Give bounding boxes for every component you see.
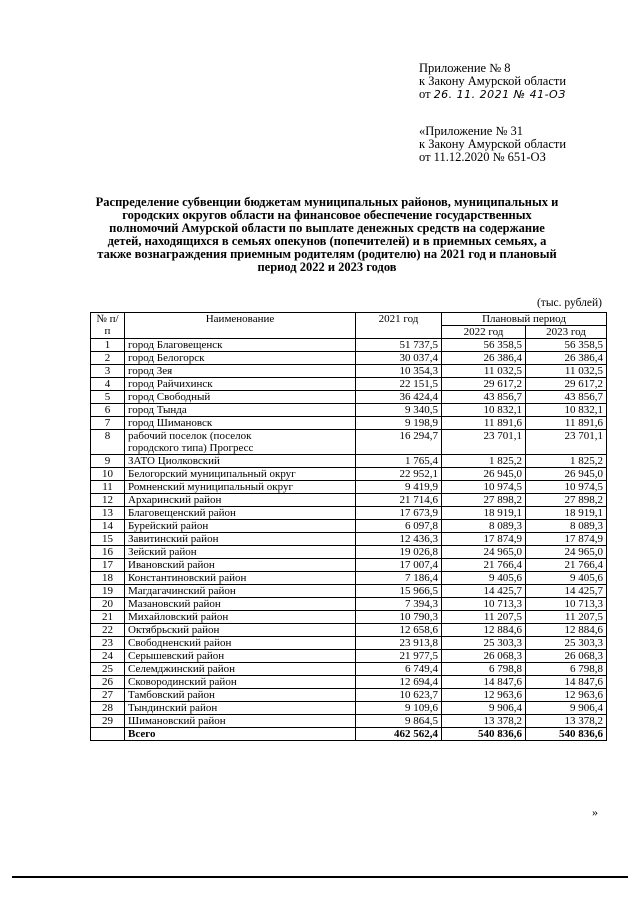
row-name: Зейский район: [125, 546, 356, 559]
table-row: [91, 715, 607, 728]
table-row: [91, 339, 607, 352]
value-2023: 18 919,1: [526, 507, 607, 520]
row-number: 17: [91, 559, 125, 572]
total-label: Всего: [125, 728, 356, 741]
value-2023: 43 856,7: [526, 391, 607, 404]
row-name: Свободненский район: [125, 637, 356, 650]
units-label: (тыс. рублей): [536, 297, 602, 309]
value-2022: 24 965,0: [442, 546, 526, 559]
value-2021: 16 294,7: [356, 430, 442, 455]
value-2021: 15 966,5: [356, 585, 442, 598]
row-number: 14: [91, 520, 125, 533]
value-2022: 27 898,2: [442, 494, 526, 507]
table-body: [91, 339, 607, 741]
row-name: Мазановский район: [125, 598, 356, 611]
value-2023: 23 701,1: [526, 430, 607, 455]
value-2021: 10 623,7: [356, 689, 442, 702]
row-number: 15: [91, 533, 125, 546]
row-name-line: городского типа) Прогресс: [128, 442, 254, 454]
row-name: Михайловский район: [125, 611, 356, 624]
value-2021: 9 864,5: [356, 715, 442, 728]
value-2023: 11 207,5: [526, 611, 607, 624]
value-2022: 11 207,5: [442, 611, 526, 624]
closing-quote: »: [592, 805, 598, 819]
table-row: [91, 559, 607, 572]
value-2021: 6 097,8: [356, 520, 442, 533]
table-row: [91, 365, 607, 378]
row-number: 27: [91, 689, 125, 702]
value-2022: 17 874,9: [442, 533, 526, 546]
row-name: город Зея: [125, 365, 356, 378]
value-2022: 10 713,3: [442, 598, 526, 611]
value-2022: 10 974,5: [442, 481, 526, 494]
value-2021: 10 354,3: [356, 365, 442, 378]
value-2023: 56 358,5: [526, 339, 607, 352]
table-row: [91, 598, 607, 611]
value-2022: 12 963,6: [442, 689, 526, 702]
row-number: 11: [91, 481, 125, 494]
table-row: [91, 417, 607, 430]
value-2022: 21 766,4: [442, 559, 526, 572]
value-2023: 29 617,2: [526, 378, 607, 391]
total-2022: 540 836,6: [442, 728, 526, 741]
value-2023: 6 798,8: [526, 663, 607, 676]
document-title: Распределение субвенции бюджетам муниципальных районов, муниципальных и городских округов области на финансовое обеспечение государственных полномочий Амурской области по выплате денежных средств на содержание детей, находящихся в семьях опекунов (попечителей) и в приемных семьях, а также вознаграждения приемным родителям (родителю) на 2021 год и плановый период 2022 и 2023 годов: [95, 195, 559, 274]
table-row: [91, 378, 607, 391]
table-row: [91, 624, 607, 637]
value-2022: 26 945,0: [442, 468, 526, 481]
value-2021: 30 037,4: [356, 352, 442, 365]
total-number: [91, 728, 125, 741]
row-name: Бурейский район: [125, 520, 356, 533]
value-2023: 8 089,3: [526, 520, 607, 533]
value-2023: 24 965,0: [526, 546, 607, 559]
row-number: 4: [91, 378, 125, 391]
row-name: Завитинский район: [125, 533, 356, 546]
value-2021: 9 419,9: [356, 481, 442, 494]
row-number: 25: [91, 663, 125, 676]
row-number: 29: [91, 715, 125, 728]
value-2021: 6 749,4: [356, 663, 442, 676]
value-2021: 23 913,8: [356, 637, 442, 650]
value-2023: 9 906,4: [526, 702, 607, 715]
value-2022: 14 847,6: [442, 676, 526, 689]
date-prefix: от: [419, 87, 431, 101]
row-name: Магдагачинский район: [125, 585, 356, 598]
row-number: 24: [91, 650, 125, 663]
value-2023: 1 825,2: [526, 455, 607, 468]
table-row: [91, 468, 607, 481]
previous-appendix-law: к Закону Амурской области: [419, 137, 567, 151]
table-row: [91, 533, 607, 546]
row-number: 20: [91, 598, 125, 611]
total-2023: 540 836,6: [526, 728, 607, 741]
value-2023: 27 898,2: [526, 494, 607, 507]
value-2021: 9 340,5: [356, 404, 442, 417]
value-2023: 11 891,6: [526, 417, 607, 430]
table-row: [91, 520, 607, 533]
subvention-table: [90, 312, 607, 741]
appendix-number: Приложение № 8: [419, 61, 511, 75]
value-2022: 9 906,4: [442, 702, 526, 715]
table-row: [91, 430, 607, 455]
value-2021: 36 424,4: [356, 391, 442, 404]
row-name: Серышевский район: [125, 650, 356, 663]
row-number: 2: [91, 352, 125, 365]
value-2023: 17 874,9: [526, 533, 607, 546]
table-row: [91, 689, 607, 702]
row-number: 10: [91, 468, 125, 481]
value-2022: 8 089,3: [442, 520, 526, 533]
row-name: город Свободный: [125, 391, 356, 404]
row-number: 28: [91, 702, 125, 715]
value-2021: 17 007,4: [356, 559, 442, 572]
value-2021: 12 658,6: [356, 624, 442, 637]
row-name: Константиновский район: [125, 572, 356, 585]
table-row: [91, 507, 607, 520]
row-name: Благовещенский район: [125, 507, 356, 520]
row-number: 7: [91, 417, 125, 430]
row-name: город Белогорск: [125, 352, 356, 365]
value-2022: 18 919,1: [442, 507, 526, 520]
value-2023: 11 032,5: [526, 365, 607, 378]
value-2023: 26 068,3: [526, 650, 607, 663]
value-2022: 10 832,1: [442, 404, 526, 417]
column-header-name: Наименование: [125, 313, 356, 339]
value-2022: 25 303,3: [442, 637, 526, 650]
previous-appendix-header: [419, 125, 566, 164]
value-2023: 12 963,6: [526, 689, 607, 702]
row-number: 19: [91, 585, 125, 598]
row-name: город Шимановск: [125, 417, 356, 430]
table-row: [91, 481, 607, 494]
value-2022: 13 378,2: [442, 715, 526, 728]
value-2021: 1 765,4: [356, 455, 442, 468]
row-name: Тындинский район: [125, 702, 356, 715]
value-2022: 26 386,4: [442, 352, 526, 365]
column-header-plan-period: Плановый период: [442, 313, 607, 326]
value-2023: 10 832,1: [526, 404, 607, 417]
row-name: город Благовещенск: [125, 339, 356, 352]
column-header-2022: 2022 год: [442, 326, 526, 339]
value-2023: 26 945,0: [526, 468, 607, 481]
row-name: Тамбовский район: [125, 689, 356, 702]
table-row: [91, 650, 607, 663]
value-2022: 14 425,7: [442, 585, 526, 598]
bottom-rule: [12, 876, 628, 878]
row-number: 8: [91, 430, 125, 455]
value-2022: 29 617,2: [442, 378, 526, 391]
row-number: 12: [91, 494, 125, 507]
row-name: Селемджинский район: [125, 663, 356, 676]
table-row: [91, 455, 607, 468]
value-2022: 23 701,1: [442, 430, 526, 455]
value-2021: 7 186,4: [356, 572, 442, 585]
table-row: [91, 702, 607, 715]
appendix-date: [419, 88, 566, 101]
table-row: [91, 637, 607, 650]
value-2021: 7 394,3: [356, 598, 442, 611]
table-row: [91, 585, 607, 598]
row-number: 18: [91, 572, 125, 585]
value-2022: 9 405,6: [442, 572, 526, 585]
row-number: 23: [91, 637, 125, 650]
row-number: 9: [91, 455, 125, 468]
value-2021: 22 151,5: [356, 378, 442, 391]
column-header-number: № п/п: [91, 313, 125, 339]
value-2022: 56 358,5: [442, 339, 526, 352]
row-name: [125, 430, 356, 455]
value-2022: 43 856,7: [442, 391, 526, 404]
value-2023: 13 378,2: [526, 715, 607, 728]
row-name: Архаринский район: [125, 494, 356, 507]
table-row: [91, 494, 607, 507]
value-2022: 1 825,2: [442, 455, 526, 468]
row-number: 16: [91, 546, 125, 559]
previous-appendix-date: от 11.12.2020 № 651-ОЗ: [419, 150, 546, 164]
row-name: Шимановский район: [125, 715, 356, 728]
value-2021: 51 737,5: [356, 339, 442, 352]
table-row: [91, 391, 607, 404]
table-row: [91, 546, 607, 559]
table-row: [91, 352, 607, 365]
row-name: Белогорский муниципальный округ: [125, 468, 356, 481]
row-number: 1: [91, 339, 125, 352]
table-row: [91, 611, 607, 624]
value-2022: 11 032,5: [442, 365, 526, 378]
table-row: [91, 404, 607, 417]
value-2023: 26 386,4: [526, 352, 607, 365]
table-row: [91, 676, 607, 689]
value-2023: 10 974,5: [526, 481, 607, 494]
column-header-2021: 2021 год: [356, 313, 442, 339]
previous-appendix-number: «Приложение № 31: [419, 124, 524, 138]
table-row: [91, 572, 607, 585]
value-2021: 10 790,3: [356, 611, 442, 624]
row-name: город Райчихинск: [125, 378, 356, 391]
row-number: 5: [91, 391, 125, 404]
value-2023: 14 425,7: [526, 585, 607, 598]
row-name: ЗАТО Циолковский: [125, 455, 356, 468]
column-header-2023: 2023 год: [526, 326, 607, 339]
value-2021: 19 026,8: [356, 546, 442, 559]
value-2021: 22 952,1: [356, 468, 442, 481]
row-number: 13: [91, 507, 125, 520]
total-row: [91, 728, 607, 741]
row-number: 3: [91, 365, 125, 378]
value-2022: 26 068,3: [442, 650, 526, 663]
value-2021: 21 977,5: [356, 650, 442, 663]
value-2022: 6 798,8: [442, 663, 526, 676]
row-number: 21: [91, 611, 125, 624]
row-name: Ивановский район: [125, 559, 356, 572]
row-name: Октябрьский район: [125, 624, 356, 637]
row-name: Сковородинский район: [125, 676, 356, 689]
value-2021: 12 436,3: [356, 533, 442, 546]
row-number: 26: [91, 676, 125, 689]
value-2022: 12 884,6: [442, 624, 526, 637]
value-2021: 17 673,9: [356, 507, 442, 520]
total-2021: 462 562,4: [356, 728, 442, 741]
row-name: Ромненский муниципальный округ: [125, 481, 356, 494]
value-2023: 10 713,3: [526, 598, 607, 611]
value-2021: 9 109,6: [356, 702, 442, 715]
value-2023: 21 766,4: [526, 559, 607, 572]
value-2021: 12 694,4: [356, 676, 442, 689]
value-2023: 12 884,6: [526, 624, 607, 637]
value-2021: 21 714,6: [356, 494, 442, 507]
value-2023: 25 303,3: [526, 637, 607, 650]
value-2023: 9 405,6: [526, 572, 607, 585]
row-name-line: рабочий поселок (поселок: [128, 430, 252, 442]
row-name: город Тында: [125, 404, 356, 417]
row-number: 22: [91, 624, 125, 637]
value-2022: 11 891,6: [442, 417, 526, 430]
value-2023: 14 847,6: [526, 676, 607, 689]
value-2021: 9 198,9: [356, 417, 442, 430]
appendix-header: [419, 62, 566, 101]
appendix-law: к Закону Амурской области: [419, 74, 567, 88]
table-row: [91, 663, 607, 676]
handwritten-date: 26. 11. 2021 № 41-ОЗ: [433, 88, 566, 101]
row-number: 6: [91, 404, 125, 417]
